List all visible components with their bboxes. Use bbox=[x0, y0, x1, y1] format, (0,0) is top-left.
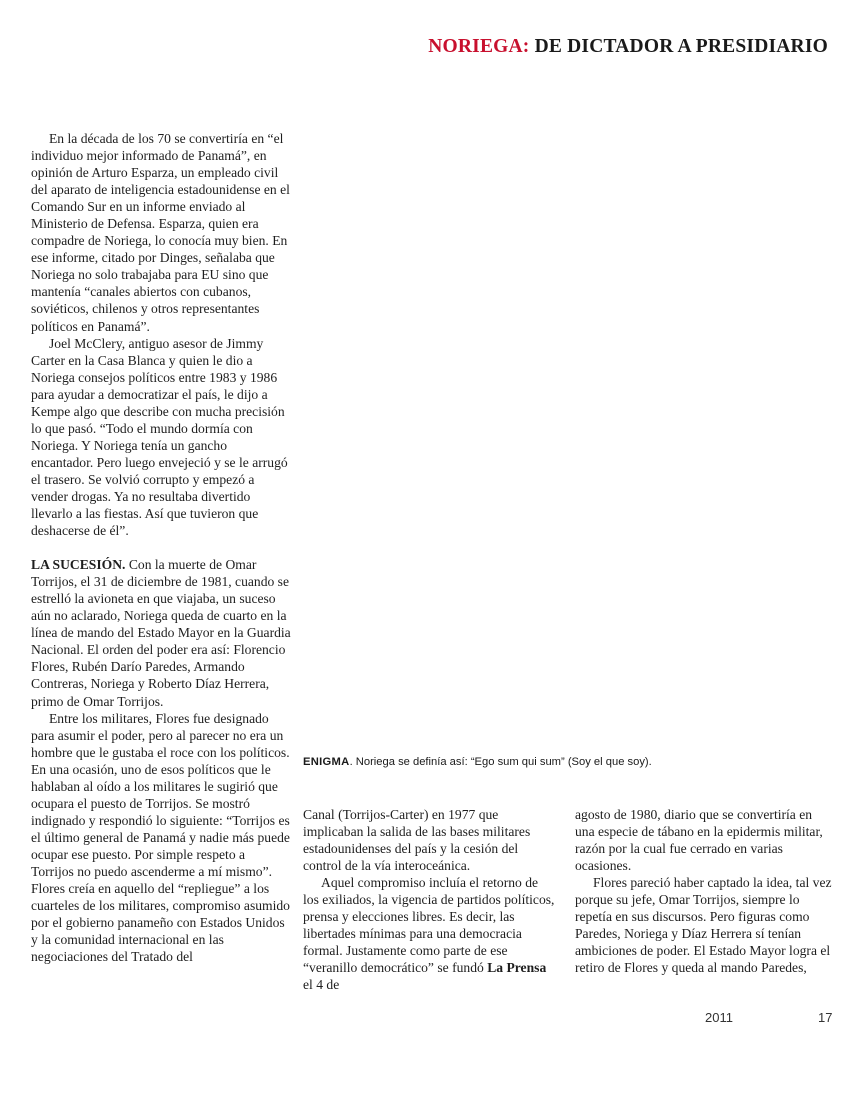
article-column-3 bbox=[575, 806, 833, 976]
paragraph: Canal (Torrijos-Carter) en 1977 que implicaban la salida de las bases militares estadounidenses del país y la cesión del control de la vía interoceánica. bbox=[303, 807, 531, 874]
newspaper-name: La Prensa bbox=[487, 960, 547, 976]
article-column-1 bbox=[31, 130, 291, 965]
photo-caption bbox=[303, 756, 843, 768]
footer-year: 2011 bbox=[705, 1010, 733, 1025]
paragraph: Aquel compromiso incluía el retorno de los exiliados, la vigencia de partidos políticos, prensa y elecciones libres. Es decir, las libertades mínimas para una democracia formal. Justamente como parte de ese “veranillo democrático” se fundó La Prensa el 4 de bbox=[303, 875, 555, 993]
paragraph: agosto de 1980, diario que se convertiría en una especie de tábano en la epidermis militar, razón por la cual fue cerrado en varias ocasiones. bbox=[575, 807, 823, 874]
header-noriega: NORIEGA: bbox=[428, 36, 530, 57]
paragraph: Entre los militares, Flores fue designado para asumir el poder, pero al parecer no era un hombre que le gustaba el roce con los políticos. En una ocasión, uno de esos políticos que le hablaban al oído a los militares le sugirió que ocupara el puesto de Torrijos. Se mostró indignado y respondió lo siguiente: “Torrijos es el último general de Panamá y nadie más puede ocupar ese puesto. Por simple respeto a Torrijos no puedo ascenderme a mí mismo”. Flores creía en aquello del “repliegue” a los cuarteles de los militares, compromiso asumido por el gobierno panameño con Estados Unidos y la comunidad internacional en las negociaciones del Tratado del bbox=[31, 710, 290, 965]
section-heading: LA SUCESIÓN. bbox=[31, 557, 126, 573]
header-title: DE DICTADOR A PRESIDIARIO bbox=[529, 36, 828, 57]
paragraph: Joel McClery, antiguo asesor de Jimmy Carter en la Casa Blanca y quien le dio a Noriega consejos políticos entre 1983 y 1986 para ayudar a democratizar el país, le dijo a Kempe algo que describe con mucha precisión lo que pasó. “Todo el mundo dormía con Noriega. Y Noriega tenía un gancho encantador. Pero luego envejeció y se le arrugó el trasero. Se volvió corrupto y empezó a vender drogas. Ya no resultaba divertido llevarlo a las fiestas. Así que tuvieron que deshacerse de él”. bbox=[31, 335, 288, 539]
caption-label: ENIGMA bbox=[303, 756, 350, 768]
paragraph: Flores pareció haber captado la idea, tal vez porque su jefe, Omar Torrijos, siempre lo repetía en sus discursos. Pero figuras como Paredes, Noriega y Díaz Herrera sí tenían ambiciones de poder. El Estado Mayor logra el retiro de Flores y queda al mando Paredes, bbox=[575, 875, 832, 976]
article-column-2 bbox=[303, 806, 557, 994]
paragraph: En la década de los 70 se convertiría en “el individuo mejor informado de Panamá”, en opinión de Arturo Esparza, un empleado civil del aparato de inteligencia estadounidense en el Comando Sur en un informe enviado al Ministerio de Defensa. Esparza, quien era compadre de Noriega, lo conocía muy bien. En ese informe, citado por Dinges, señalaba que Noriega no solo trabajaba para EU sino que mantenía “canales abiertos con cubanos, soviéticos, chilenos y otros representantes políticos en Panamá”. bbox=[31, 131, 290, 334]
paragraph-sucesion: LA SUCESIÓN. Con la muerte de Omar Torrijos, el 31 de diciembre de 1981, cuando se estrelló la avioneta en que viajaba, un suceso aún no aclarado, Noriega queda de cuarto en la línea de mando del Estado Mayor en la Guardia Nacional. El orden del poder era así: Florencio Flores, Rubén Darío Paredes, Armando Contreras, Noriega y Roberto Díaz Herrera, primo de Omar Torrijos. bbox=[31, 557, 291, 709]
page-number: 17 bbox=[818, 1010, 833, 1025]
section-header bbox=[428, 36, 828, 58]
caption-text: . Noriega se definía así: “Ego sum qui sum” (Soy el que soy). bbox=[349, 756, 652, 768]
